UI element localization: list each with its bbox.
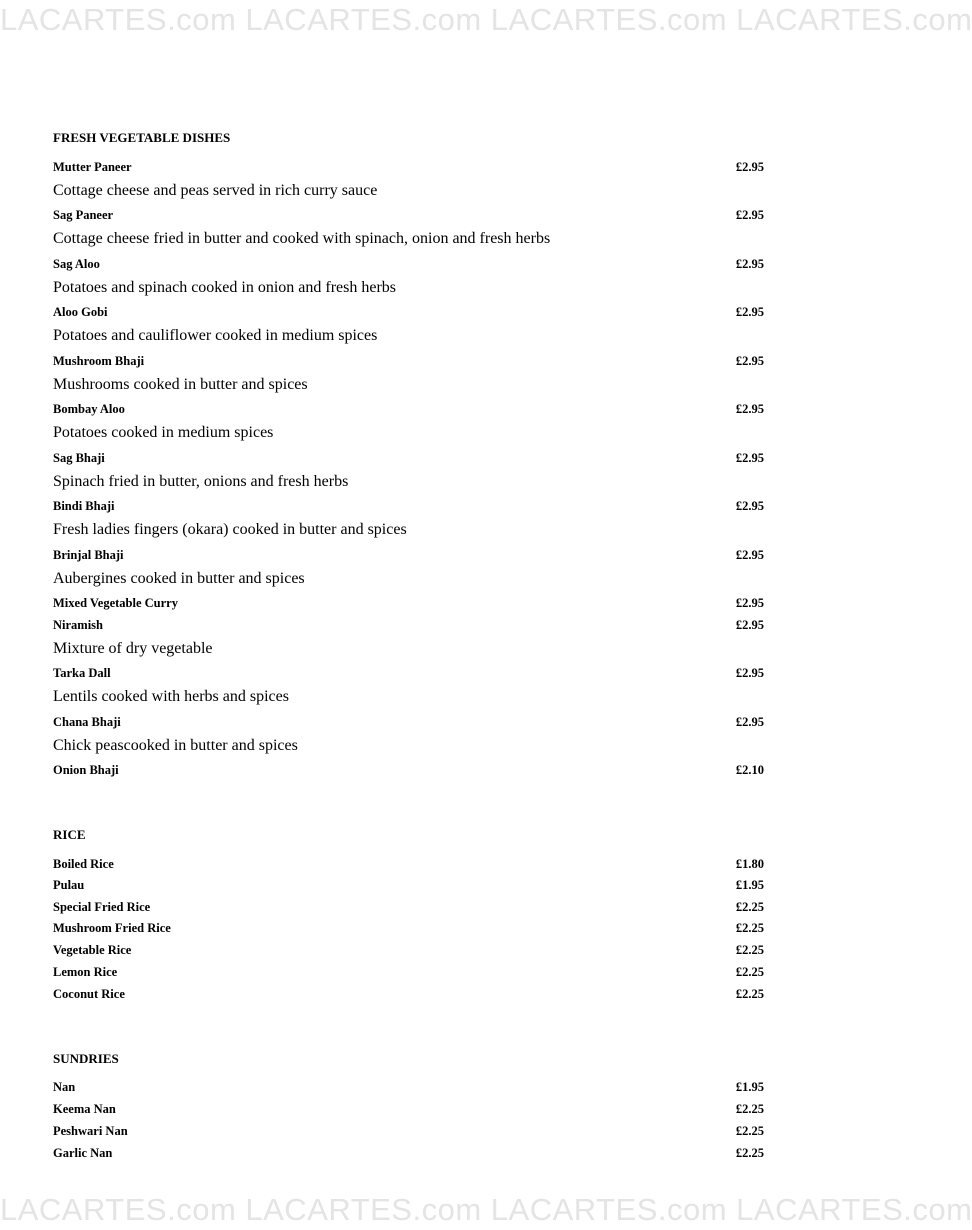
menu-item-name: Bombay Aloo <box>53 402 125 416</box>
menu-item-description: Cottage cheese and peas served in rich curry sauce <box>53 182 378 199</box>
menu-item-name: Tarka Dall <box>53 666 111 680</box>
menu-item-price: £2.95 <box>735 160 764 174</box>
menu-item-name: Garlic Nan <box>53 1146 113 1160</box>
menu-item-name: Vegetable Rice <box>53 943 132 957</box>
watermark-bottom: LACARTES.com LACARTES.com LACARTES.com LACARTES.com <box>0 1192 972 1227</box>
menu-item-price: £2.25 <box>735 1146 764 1160</box>
menu-item-price: £2.95 <box>735 305 764 319</box>
menu-item-price: £2.25 <box>735 1124 764 1138</box>
menu-item-price: £2.95 <box>735 257 764 271</box>
menu-item-name: Mushroom Bhaji <box>53 354 145 368</box>
menu-item-name: Lemon Rice <box>53 965 118 979</box>
menu-item-name: Mushroom Fried Rice <box>53 921 171 935</box>
menu-item-name: Sag Bhaji <box>53 451 105 465</box>
menu-item-price: £2.95 <box>735 451 764 465</box>
menu-item-name: Niramish <box>53 618 103 632</box>
menu-item-description: Chick peascooked in butter and spices <box>53 737 298 754</box>
menu-item-name: Peshwari Nan <box>53 1124 128 1138</box>
menu-item-price: £2.25 <box>735 987 764 1001</box>
menu-item-description: Potatoes cooked in medium spices <box>53 424 274 441</box>
section-title-vegetable: FRESH VEGETABLE DISHES <box>53 130 231 145</box>
menu-item-price: £2.25 <box>735 1102 764 1116</box>
menu-item-name: Sag Aloo <box>53 257 100 271</box>
menu-item-price: £2.95 <box>735 499 764 513</box>
menu-item-description: Lentils cooked with herbs and spices <box>53 688 289 705</box>
menu-item-price: £2.95 <box>735 618 764 632</box>
menu-item-price: £2.25 <box>735 900 764 914</box>
menu-item-price: £2.95 <box>735 548 764 562</box>
menu-item-name: Keema Nan <box>53 1102 116 1116</box>
menu-item-description: Aubergines cooked in butter and spices <box>53 570 305 587</box>
menu-item-price: £2.95 <box>735 208 764 222</box>
menu-item-price: £2.95 <box>735 354 764 368</box>
menu-item-name: Boiled Rice <box>53 857 114 871</box>
menu-item-name: Coconut Rice <box>53 987 125 1001</box>
menu-item-description: Spinach fried in butter, onions and fresh herbs <box>53 473 349 490</box>
menu-item-description: Potatoes and spinach cooked in onion and fresh herbs <box>53 279 397 296</box>
menu-item-name: Bindi Bhaji <box>53 499 115 513</box>
menu-item-name: Onion Bhaji <box>53 763 119 777</box>
menu-item-name: Special Fried Rice <box>53 900 151 914</box>
watermark-top: LACARTES.com LACARTES.com LACARTES.com LACARTES.com <box>0 2 972 37</box>
menu-item-price: £2.95 <box>735 402 764 416</box>
menu-item-name: Chana Bhaji <box>53 715 121 729</box>
menu-item-price: £2.95 <box>735 596 764 610</box>
menu-item-name: Brinjal Bhaji <box>53 548 124 562</box>
menu-item-description: Cottage cheese fried in butter and cooked with spinach, onion and fresh herbs <box>53 230 551 247</box>
menu-item-name: Nan <box>53 1080 76 1094</box>
menu-item-price: £1.95 <box>735 878 764 892</box>
menu-item-name: Sag Paneer <box>53 208 114 222</box>
menu-item-description: Mushrooms cooked in butter and spices <box>53 376 308 393</box>
menu-item-price: £2.95 <box>735 715 764 729</box>
menu-item-price: £2.25 <box>735 943 764 957</box>
menu-item-description: Fresh ladies fingers (okara) cooked in butter and spices <box>53 521 407 538</box>
menu-item-name: Aloo Gobi <box>53 305 108 319</box>
menu-item-price: £2.95 <box>735 666 764 680</box>
menu-item-name: Pulau <box>53 878 85 892</box>
menu-item-price: £2.25 <box>735 921 764 935</box>
menu-item-name: Mutter Paneer <box>53 160 132 174</box>
menu-item-price: £2.10 <box>735 763 764 777</box>
section-title-rice: RICE <box>53 827 86 842</box>
menu-item-name: Mixed Vegetable Curry <box>53 596 178 610</box>
section-title-sundries: SUNDRIES <box>53 1051 119 1066</box>
menu-item-description: Mixture of dry vegetable <box>53 640 213 657</box>
menu-item-price: £1.95 <box>735 1080 764 1094</box>
menu-item-description: Potatoes and cauliflower cooked in medium spices <box>53 327 378 344</box>
menu-item-price: £1.80 <box>735 857 764 871</box>
menu-item-price: £2.25 <box>735 965 764 979</box>
